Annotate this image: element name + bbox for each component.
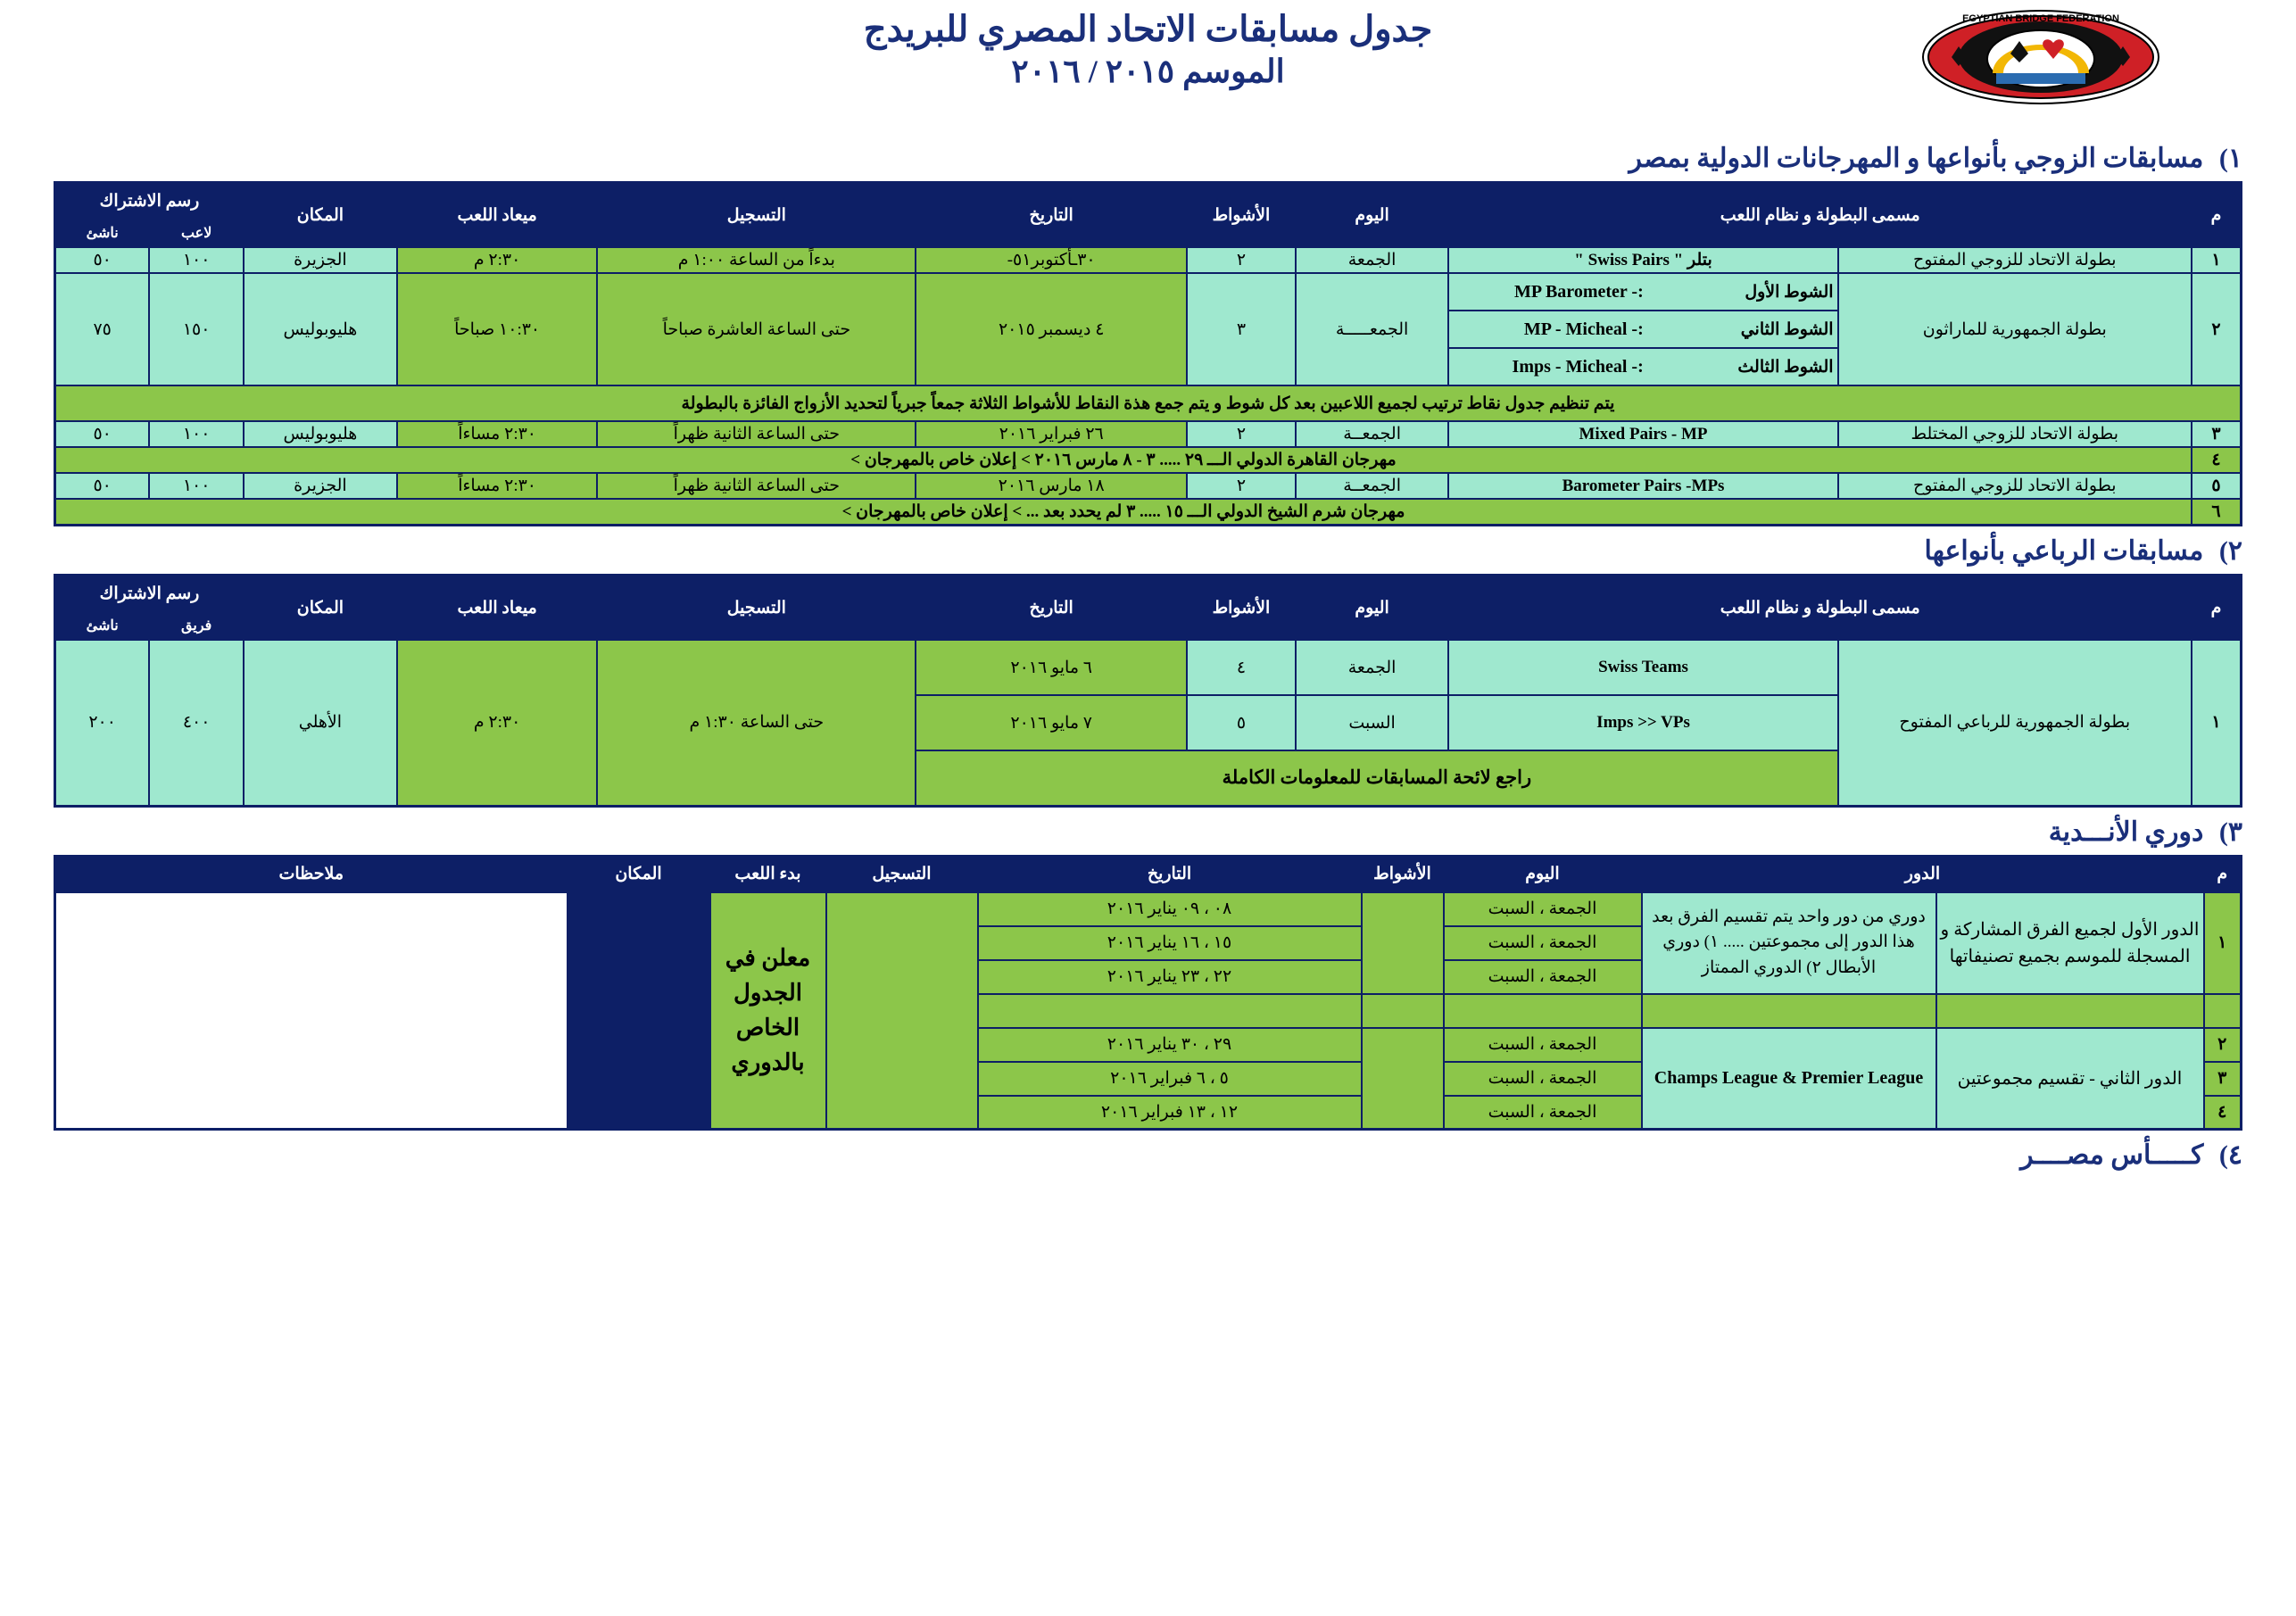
col-play-time: ميعاد اللعب — [397, 183, 598, 248]
row-index: ١ — [2192, 640, 2242, 806]
federation-logo-icon — [1921, 7, 2160, 107]
table-row — [55, 447, 2242, 473]
row-rounds: ٢ — [1187, 247, 1296, 273]
row-place: الجزيرة — [244, 247, 397, 273]
row-system-line-2: Imps >> VPs — [1448, 695, 1837, 750]
col-idx: م — [2192, 183, 2242, 248]
svg-text:EGYPTIAN BRIDGE FEDERATION: EGYPTIAN BRIDGE FEDERATION — [1962, 13, 2119, 24]
table-spacer-row — [55, 994, 2242, 1028]
row-fee-player: ١٠٠ — [149, 247, 244, 273]
table-row — [55, 273, 2242, 311]
row-index: ٥ — [2192, 473, 2242, 499]
row-rounds — [1362, 1028, 1444, 1130]
row-index: ٦ — [2192, 499, 2242, 526]
row-day: السبت — [1296, 695, 1449, 750]
spacer-rounds — [1362, 994, 1444, 1028]
row-place: الجزيرة — [244, 473, 397, 499]
row-name: بطولة الجمهورية للماراثون — [1838, 273, 2192, 385]
row-play-time: ٢:٣٠ م — [397, 640, 598, 806]
marathon-note: يتم تنظيم جدول نقاط ترتيب لجميع اللاعبين بعد كل شوط و يتم جمع هذة النقاط للأشواط الثلاثة جمعاً جبرياً لتحديد الأزواج الفائزة بالبطولة — [55, 385, 2242, 421]
row-rounds — [1362, 892, 1444, 994]
col-fee: رسم الاشتراك — [55, 183, 245, 220]
section-1-number: ١) — [2218, 144, 2242, 173]
row-day: الجمعة ، السبت — [1444, 960, 1642, 994]
table-row — [55, 499, 2242, 526]
col-fee-junior: ناشئ — [55, 611, 150, 640]
cairo-festival-note: مهرجان القاهرة الدولي الـــ ٢٩ ..... ٣ - ٨ مارس ٢٠١٦ > إعلان خاص بالمهرجان > — [55, 447, 2192, 473]
row-name: بطولة الاتحاد للزوجي المفتوح — [1838, 473, 2192, 499]
row-system: Barometer Pairs -MPs — [1448, 473, 1837, 499]
col-registration: التسجيل — [597, 576, 916, 641]
row-date: ٦ مايو ٢٠١٦ — [916, 640, 1187, 695]
section-2-title: مسابقات الرباعي بأنواعها — [1924, 536, 2204, 566]
row-date: ٠٨ ، ٠٩ يناير ٢٠١٦ — [978, 892, 1362, 926]
section-3-title: دوري الأنـــدية — [2048, 816, 2204, 847]
col-place: المكان — [244, 183, 397, 248]
row-registration: حتى الساعة الثانية ظهراً — [597, 473, 916, 499]
row-system-line-1: Swiss Teams — [1448, 640, 1837, 695]
row-system: " Swiss Pairs " بتلر — [1448, 247, 1837, 273]
row-round-desc: دوري من دور واحد يتم تقسيم الفرق بعد هذا الدور إلى مجموعتين ..... ١) دوري الأبطال ٢) الدوري الممتاز — [1642, 892, 1936, 994]
col-notes: ملاحظات — [55, 856, 568, 892]
row-system: Mixed Pairs - MP — [1448, 421, 1837, 447]
section-1-title: مسابقات الزوجي بأنواعها و المهرجانات الدولية بمصر — [1629, 144, 2204, 173]
spacer-round — [1936, 994, 2204, 1028]
row-fee-junior: ٧٥ — [55, 273, 150, 385]
row-index: ٢ — [2192, 273, 2242, 385]
col-rounds: الأشواط — [1362, 856, 1444, 892]
row-place: هليوبوليس — [244, 421, 397, 447]
col-fee-team: فريق — [149, 611, 244, 640]
row-registration: حتى الساعة ١:٣٠ م — [597, 640, 916, 806]
row-round-desc: Champs League & Premier League — [1642, 1028, 1936, 1130]
row-date: ٥ ، ٦ فبراير ٢٠١٦ — [978, 1062, 1362, 1096]
row-fee-player: ١٥٠ — [149, 273, 244, 385]
table-row — [55, 640, 2242, 695]
row-index: ٣ — [2204, 1062, 2242, 1096]
row-round-name: الدور الأول لجميع الفرق المشاركة و المسجلة للموسم بجميع تصنيفاتها — [1936, 892, 2204, 994]
col-idx: م — [2204, 856, 2242, 892]
row-play-time: ٢:٣٠ م — [397, 247, 598, 273]
row-date: ١٢ ، ١٣ فبراير ٢٠١٦ — [978, 1096, 1362, 1130]
section-4-number: ٤) — [2218, 1140, 2242, 1170]
system-text: MP - Micheal -: — [1523, 319, 1644, 339]
table-row — [55, 247, 2242, 273]
row-system-line-2 — [1448, 311, 1837, 348]
row-name: بطولة الجمهورية للرباعي المفتوح — [1838, 640, 2192, 806]
section-3-heading — [54, 808, 2242, 855]
clubs-league-table — [54, 855, 2242, 1131]
row-play-time: ١٠:٣٠ صباحاً — [397, 273, 598, 385]
row-rounds: ٢ — [1187, 421, 1296, 447]
row-registration: بدءاً من الساعة ١:٠٠ م — [597, 247, 916, 273]
col-rounds: الأشواط — [1187, 183, 1296, 248]
section-1-heading — [54, 134, 2242, 181]
col-rounds: الأشواط — [1187, 576, 1296, 641]
system-label: الشوط الأول — [1745, 282, 1834, 302]
section-4-title: كـــــأس مصــــر — [2020, 1140, 2204, 1170]
row-index: ٤ — [2204, 1096, 2242, 1130]
col-round: الدور — [1642, 856, 2204, 892]
spacer-day — [1444, 994, 1642, 1028]
section-3-number: ٣) — [2218, 816, 2242, 847]
col-play-time: ميعاد اللعب — [397, 576, 598, 641]
row-date: ٧ مايو ٢٠١٦ — [916, 695, 1187, 750]
system-label: الشوط الثاني — [1740, 319, 1834, 339]
col-day: اليوم — [1296, 183, 1449, 248]
col-name: مسمى البطولة و نظام اللعب — [1448, 183, 2192, 248]
row-index: ١ — [2204, 892, 2242, 994]
col-fee-junior: ناشئ — [55, 219, 150, 247]
row-date: ٢٩ ، ٣٠ يناير ٢٠١٦ — [978, 1028, 1362, 1062]
col-registration: التسجيل — [597, 183, 916, 248]
row-index: ٣ — [2192, 421, 2242, 447]
system-text: Imps - Micheal -: — [1512, 356, 1644, 377]
row-index: ١ — [2192, 247, 2242, 273]
spacer-desc — [1642, 994, 1936, 1028]
row-day: الجمعــة — [1296, 473, 1449, 499]
table-note-row — [55, 385, 2242, 421]
row-date: ٢٢ ، ٢٣ يناير ٢٠١٦ — [978, 960, 1362, 994]
col-date: التاريخ — [916, 576, 1187, 641]
spacer-date — [978, 994, 1362, 1028]
section-2-heading — [54, 526, 2242, 574]
col-date: التاريخ — [978, 856, 1362, 892]
row-index: ٢ — [2204, 1028, 2242, 1062]
row-fee-junior: ٢٠٠ — [55, 640, 150, 806]
row-fee-team: ٤٠٠ — [149, 640, 244, 806]
row-rounds: ٤ — [1187, 640, 1296, 695]
row-date: ١٥ ، ١٦ يناير ٢٠١٦ — [978, 926, 1362, 960]
row-day: الجمعة — [1296, 640, 1449, 695]
system-label: الشوط الثالث — [1737, 357, 1834, 377]
row-registration: حتى الساعة الثانية ظهراً — [597, 421, 916, 447]
sharm-festival-note: مهرجان شرم الشيخ الدولي الـــ ١٥ ..... ٣ لم يحدد بعد ... > إعلان خاص بالمهرجان > — [55, 499, 2192, 526]
row-date: ١٨ مارس ٢٠١٦ — [916, 473, 1187, 499]
row-day: الجمعــة — [1296, 421, 1449, 447]
teams-competitions-table — [54, 574, 2242, 808]
row-date: ٣٠ـأكتوبر٥١- — [916, 247, 1187, 273]
row-rounds: ٥ — [1187, 695, 1296, 750]
row-round-name: الدور الثاني - تقسيم مجموعتين — [1936, 1028, 2204, 1130]
row-day: الجمعة ، السبت — [1444, 1096, 1642, 1130]
row-day: الجمعة ، السبت — [1444, 926, 1642, 960]
row-day: الجمعة ، السبت — [1444, 1028, 1642, 1062]
row-fee-player: ١٠٠ — [149, 473, 244, 499]
section-4-heading — [54, 1131, 2242, 1178]
page-title: جدول مسابقات الاتحاد المصري للبريدج — [863, 9, 1433, 49]
row-rounds: ٢ — [1187, 473, 1296, 499]
table-row — [55, 473, 2242, 499]
col-place: المكان — [244, 576, 397, 641]
col-fee-player: لاعب — [149, 219, 244, 247]
row-day: الجمعة ، السبت — [1444, 1062, 1642, 1096]
col-day: اليوم — [1296, 576, 1449, 641]
col-registration: التسجيل — [826, 856, 978, 892]
section-2-number: ٢) — [2218, 536, 2242, 566]
row-play-time: ٢:٣٠ مساءاً — [397, 473, 598, 499]
table-row — [55, 421, 2242, 447]
col-idx: م — [2192, 576, 2242, 641]
row-index: ٤ — [2192, 447, 2242, 473]
row-system-line-1 — [1448, 273, 1837, 311]
row-name: بطولة الاتحاد للزوجي المختلط — [1838, 421, 2192, 447]
row-place: الأهلي — [244, 640, 397, 806]
row-system-line-3 — [1448, 348, 1837, 385]
system-text: MP Barometer -: — [1513, 281, 1644, 302]
row-play-time: ٢:٣٠ مساءاً — [397, 421, 598, 447]
row-name: بطولة الاتحاد للزوجي المفتوح — [1838, 247, 2192, 273]
col-fee: رسم الاشتراك — [55, 576, 245, 612]
row-rounds: ٣ — [1187, 273, 1296, 385]
row-registration: حتى الساعة العاشرة صباحاً — [597, 273, 916, 385]
row-fee-junior: ٥٠ — [55, 473, 150, 499]
row-fee-junior: ٥٠ — [55, 421, 150, 447]
document-header — [54, 0, 2242, 134]
row-place: هليوبوليس — [244, 273, 397, 385]
row-date: ٢٦ فبراير ٢٠١٦ — [916, 421, 1187, 447]
table-row — [55, 892, 2242, 926]
col-start: بدء اللعب — [710, 856, 826, 892]
col-name: مسمى البطولة و نظام اللعب — [1448, 576, 2192, 641]
col-date: التاريخ — [916, 183, 1187, 248]
page-subtitle: الموسم ٢٠١٥ / ٢٠١٦ — [1011, 54, 1285, 89]
row-registration — [826, 892, 978, 1130]
spacer-index — [2204, 994, 2242, 1028]
table-row — [55, 1028, 2242, 1062]
row-day: الجمعـــــة — [1296, 273, 1449, 385]
row-notes — [568, 892, 710, 1130]
row-date: ٤ ديسمبر ٢٠١٥ — [916, 273, 1187, 385]
col-place: المكان — [568, 856, 710, 892]
row-fee-player: ١٠٠ — [149, 421, 244, 447]
col-day: اليوم — [1444, 856, 1642, 892]
row-fee-junior: ٥٠ — [55, 247, 150, 273]
teams-note: راجع لائحة المسابقات للمعلومات الكاملة — [916, 750, 1837, 806]
league-place: معلن في الجدول الخاص بالدوري — [710, 892, 826, 1130]
row-day: الجمعة — [1296, 247, 1449, 273]
row-day: الجمعة ، السبت — [1444, 892, 1642, 926]
pairs-competitions-table — [54, 181, 2242, 526]
